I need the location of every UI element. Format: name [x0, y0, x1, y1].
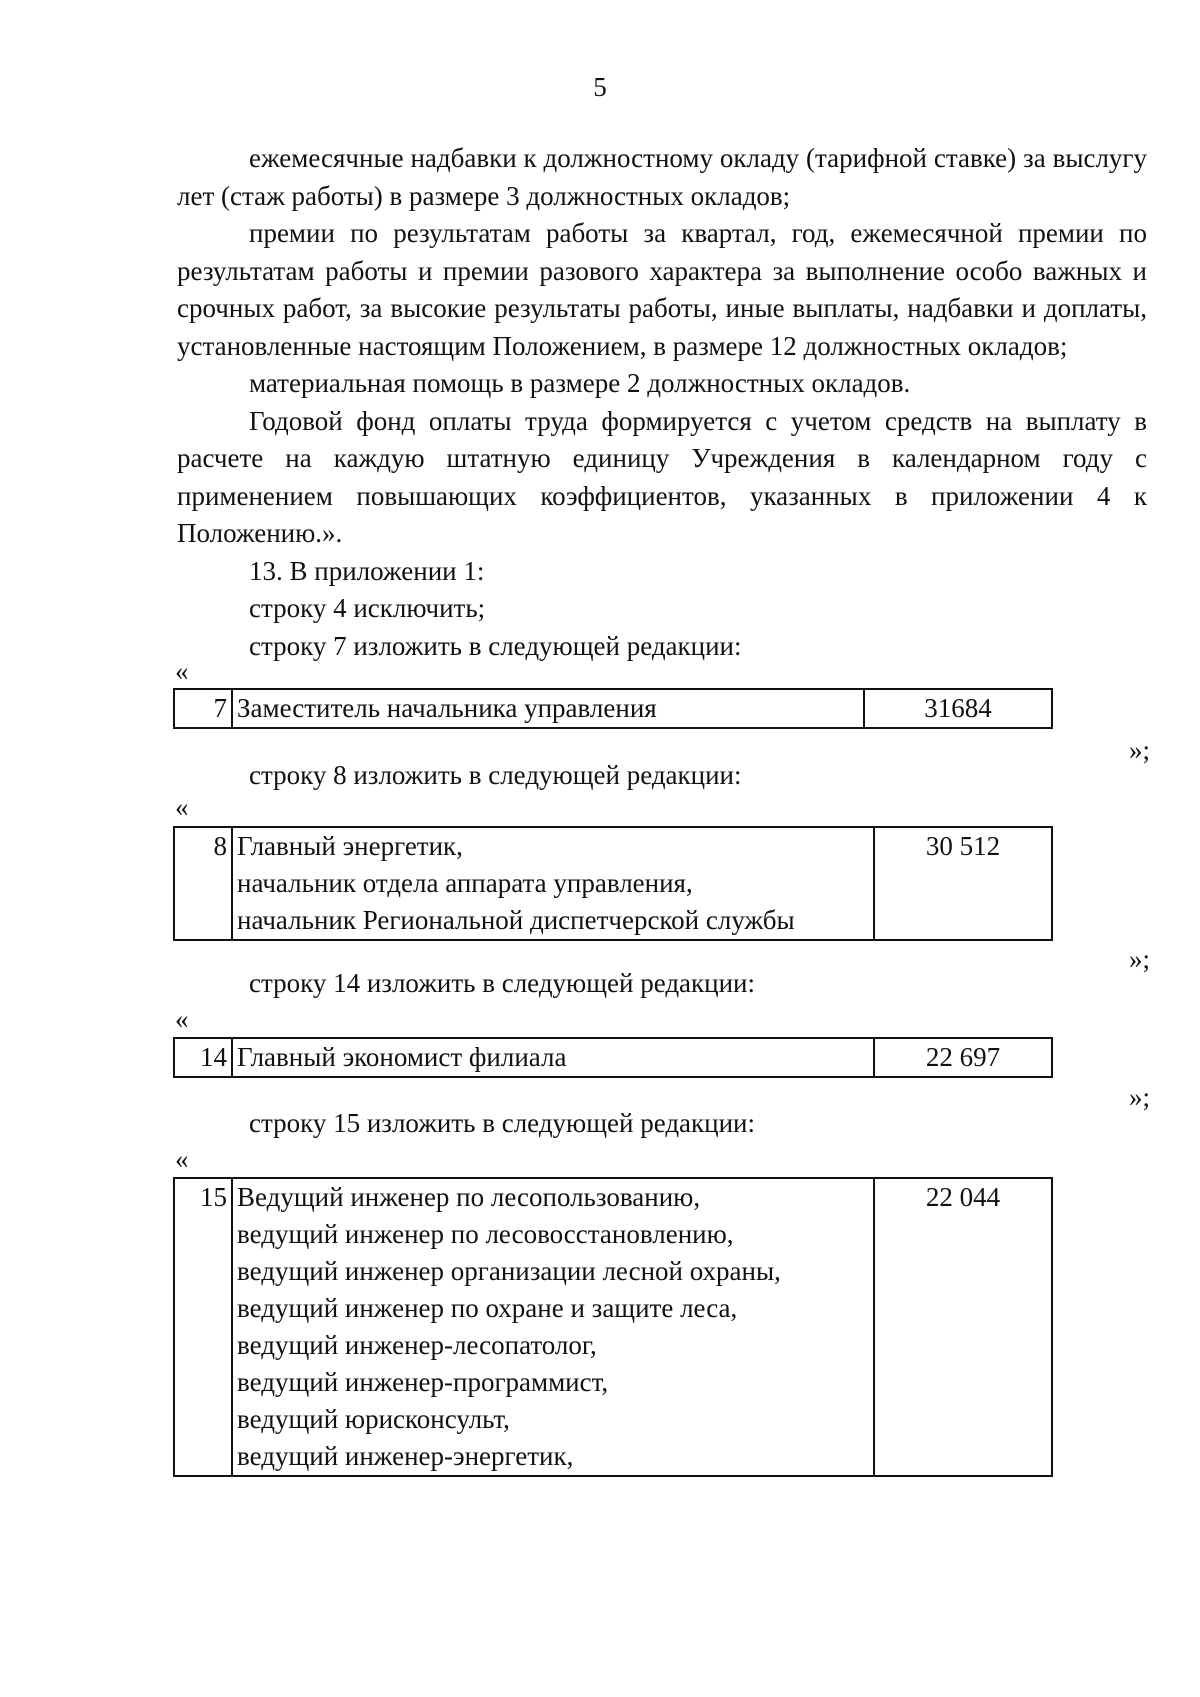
open-quote: « — [175, 1144, 189, 1174]
close-quote: »; — [1128, 735, 1150, 765]
table-row-15 — [173, 1177, 1053, 1477]
row15-intro: строку 15 изложить в следующей редакции: — [249, 1108, 756, 1138]
title-line: ведущий инженер по охране и защите леса, — [237, 1293, 738, 1323]
page-number: 5 — [593, 72, 607, 102]
close-quote: »; — [1128, 944, 1150, 974]
row-value: 31684 — [864, 689, 1052, 728]
table-row-8 — [173, 826, 1053, 941]
body-text — [177, 140, 1147, 665]
title-line: Главный энергетик, — [237, 831, 463, 861]
title-line: ведущий инженер-энергетик, — [237, 1441, 574, 1471]
open-quote: « — [175, 792, 189, 822]
row-number: 7 — [174, 689, 232, 728]
row-value: 22 697 — [874, 1038, 1052, 1077]
row-value: 30 512 — [874, 827, 1052, 940]
table-row-7 — [173, 688, 1053, 729]
row14-intro: строку 14 изложить в следующей редакции: — [249, 968, 756, 998]
title-line: ведущий инженер по лесовосстановлению, — [237, 1219, 734, 1249]
title-line: ведущий юрисконсульт, — [237, 1404, 510, 1434]
row-number: 14 — [174, 1038, 232, 1077]
row8-intro: строку 8 изложить в следующей редакции: — [249, 760, 742, 790]
paragraph-material-aid: материальная помощь в размере 2 должностных окладов. — [249, 368, 911, 398]
row-title — [232, 1038, 874, 1077]
paragraph-allowance: ежемесячные надбавки к должностному окладу (тарифной ставке) за выслугу лет (стаж работы) в размере 3 должностных окладов; — [177, 143, 1147, 211]
row-value: 22 044 — [874, 1178, 1052, 1476]
paragraph-bonuses: премии по результатам работы за квартал, год, ежемесячной премии по результатам работы и премии разового характера за выполнение особо важных и срочных работ, за высокие результаты работы, иные выплаты, надбавки и доплаты, установленные настоящим Положением, в размере 12 должностных окладов; — [177, 218, 1147, 361]
row-number: 15 — [174, 1178, 232, 1476]
title-line: Заместитель начальника управления — [237, 693, 657, 723]
paragraph-row7-intro: строку 7 изложить в следующей редакции: — [249, 630, 742, 661]
title-line: ведущий инженер организации лесной охраны, — [237, 1256, 781, 1286]
title-line: ведущий инженер-программист, — [237, 1367, 609, 1397]
row-title — [232, 689, 864, 728]
paragraph-item-13: 13. В приложении 1: — [249, 555, 485, 586]
row-number: 8 — [174, 827, 232, 940]
open-quote: « — [175, 656, 189, 686]
title-line: начальник Региональной диспетчерской службы — [237, 905, 795, 935]
row-title — [232, 1178, 874, 1476]
title-line: Главный экономист филиала — [237, 1042, 567, 1072]
paragraph-row4-exclude: строку 4 исключить; — [249, 593, 486, 623]
title-line: ведущий инженер-лесопатолог, — [237, 1330, 597, 1360]
row-title — [232, 827, 874, 940]
title-line: Ведущий инженер по лесопользованию, — [237, 1182, 701, 1212]
close-quote: »; — [1128, 1082, 1150, 1112]
table-row-14 — [173, 1037, 1053, 1078]
title-line: начальник отдела аппарата управления, — [237, 868, 693, 898]
open-quote: « — [175, 1004, 189, 1034]
paragraph-annual-fund: Годовой фонд оплаты труда формируется с учетом средств на выплату в расчете на каждую штатную единицу Учреждения в календарном году с применением повышающих коэффициентов, указанных в приложении 4 к Положению.». — [177, 405, 1147, 548]
